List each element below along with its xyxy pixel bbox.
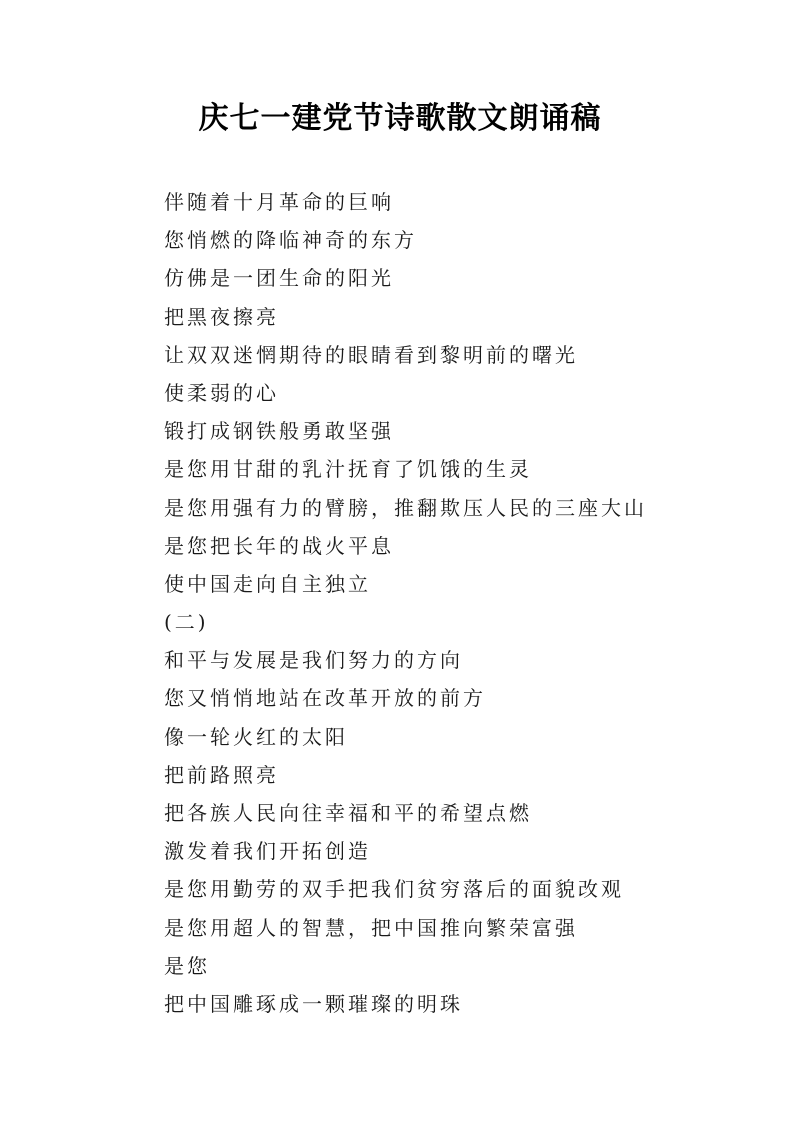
poem-line: 是您把长年的战火平息 bbox=[164, 533, 394, 558]
poem-body bbox=[164, 183, 764, 1023]
poem-line: 把黑夜擦亮 bbox=[164, 304, 279, 329]
poem-line: 是您用强有力的臂膀，推翻欺压人民的三座大山 bbox=[164, 495, 647, 520]
document-title: 庆七一建党节诗歌散文朗诵稿 bbox=[198, 101, 602, 136]
poem-line: 是您用超人的智慧，把中国推向繁荣富强 bbox=[164, 915, 578, 940]
poem-line: 把各族人民向往幸福和平的希望点燃 bbox=[164, 801, 532, 825]
poem-line: 使中国走向自主独立 bbox=[164, 571, 371, 596]
poem-line: 伴随着十月革命的巨响 bbox=[164, 190, 394, 214]
poem-line: 您又悄悄地站在改革开放的前方 bbox=[164, 686, 486, 711]
poem-line: 激发着我们开拓创造 bbox=[164, 839, 371, 864]
poem-line: 仿佛是一团生命的阳光 bbox=[164, 266, 394, 291]
poem-line: 锻打成钢铁般勇敢坚强 bbox=[164, 419, 394, 444]
poem-line: 让双双迷惘期待的眼睛看到黎明前的曙光 bbox=[164, 342, 578, 367]
poem-line: 把中国雕琢成一颗璀璨的明珠 bbox=[164, 991, 463, 1016]
poem-line: 使柔弱的心 bbox=[164, 380, 279, 405]
poem-line: 是您用勤劳的双手把我们贫穷落后的面貌改观 bbox=[164, 877, 624, 902]
poem-line: 和平与发展是我们努力的方向 bbox=[164, 648, 463, 673]
poem-line: 您悄燃的降临神奇的东方 bbox=[164, 228, 417, 253]
section-marker: (二) bbox=[164, 610, 209, 635]
poem-line: 是您用甘甜的乳汁抚育了饥饿的生灵 bbox=[164, 457, 532, 482]
poem-line: 把前路照亮 bbox=[164, 762, 279, 787]
poem-line: 是您 bbox=[164, 953, 210, 978]
poem-line: 像一轮火红的太阳 bbox=[164, 724, 348, 749]
